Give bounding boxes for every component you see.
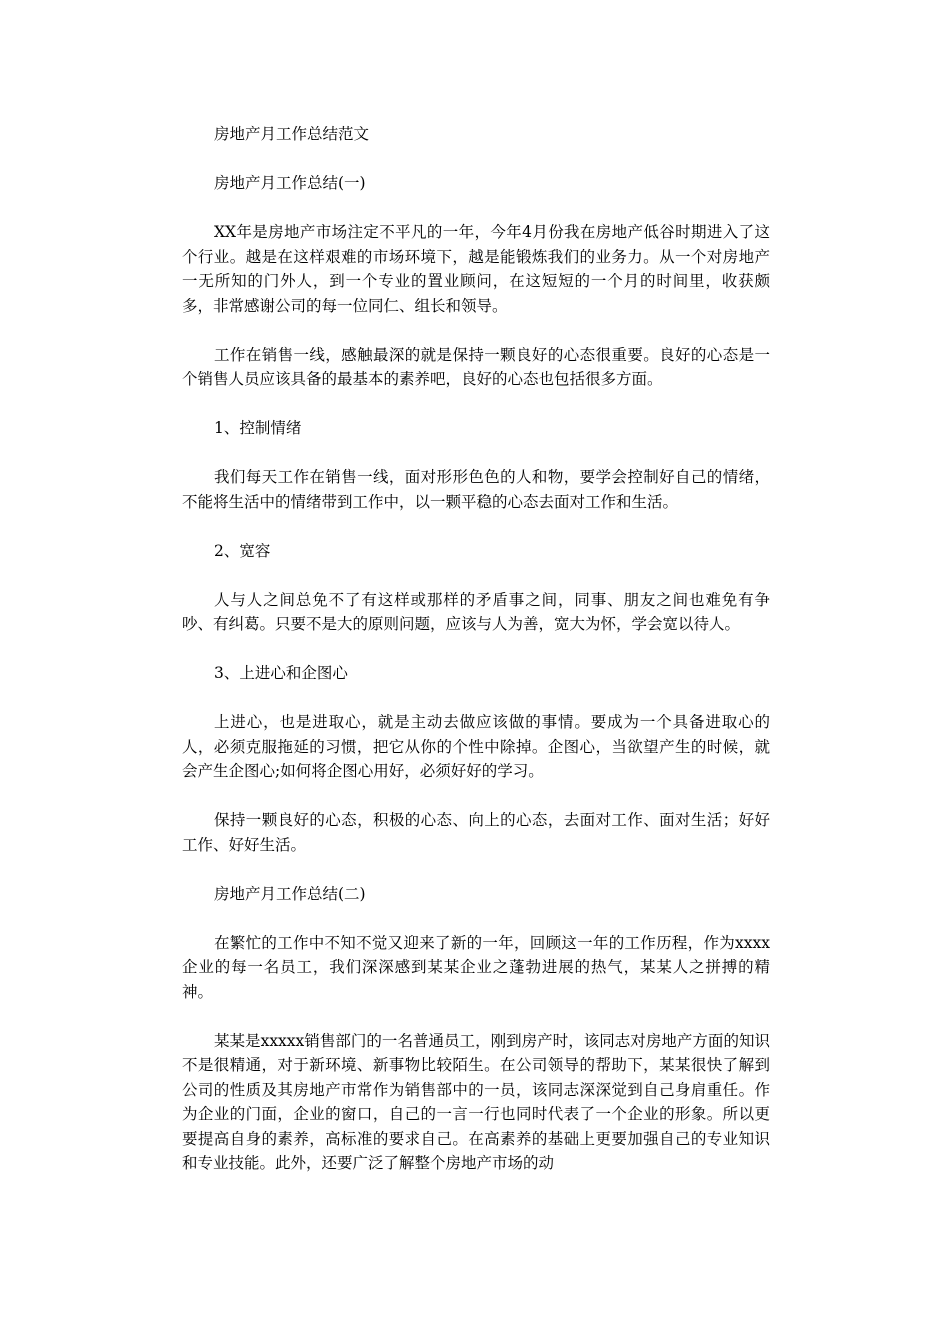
point-text-2: 人与人之间总免不了有这样或那样的矛盾事之间，同事、朋友之间也难免有争吵、有纠葛。只要不是大的原则问题，应该与人为善，宽大为怀，学会宽以待人。 bbox=[182, 590, 770, 633]
point-text-1: 我们每天工作在销售一线，面对形形色色的人和物，要学会控制好自己的情绪，不能将生活中的情绪带到工作中，以一颗平稳的心态去面对工作和生活。 bbox=[182, 468, 770, 511]
point-heading-3: 3、上进心和企图心 bbox=[214, 664, 348, 682]
document-body bbox=[182, 122, 770, 1176]
section-heading-2: 房地产月工作总结(二) bbox=[214, 884, 366, 903]
paragraph-year-review: 在繁忙的工作中不知不觉又迎来了新的一年，回顾这一年的工作历程，作为xxxx企业的每一名员工，我们深深感到某某企业之蓬勃进展的热气，某某人之拼搏的精神。 bbox=[182, 933, 770, 1001]
point-heading-2: 2、宽容 bbox=[214, 541, 271, 560]
document-title: 房地产月工作总结范文 bbox=[214, 125, 370, 143]
paragraph-attitude: 工作在销售一线，感触最深的就是保持一颗良好的心态很重要。良好的心态是一个销售人员应该具备的最基本的素养吧，良好的心态也包括很多方面。 bbox=[182, 345, 770, 388]
section-heading-1: 房地产月工作总结(一) bbox=[214, 174, 366, 192]
point-text-3: 上进心，也是进取心，就是主动去做应该做的事情。要成为一个具备进取心的人，必须克服拖延的习惯，把它从你的个性中除掉。企图心，当欲望产生的时候，就会产生企图心;如何将企图心用好，必须好好的学习。 bbox=[182, 713, 770, 780]
paragraph-intro: XX年是房地产市场注定不平凡的一年，今年4月份我在房地产低谷时期进入了这个行业。越是在这样艰难的市场环境下，越是能锻炼我们的业务力。从一个对房地产一无所知的门外人，到一个专业的置业顾问，在这短短的一个月的时间里，收获颇多，非常感谢公司的每一位同仁、组长和领导。 bbox=[182, 223, 770, 315]
paragraph-closing: 保持一颗良好的心态，积极的心态、向上的心态，去面对工作、面对生活；好好工作、好好生活。 bbox=[182, 811, 770, 854]
point-heading-1: 1、控制情绪 bbox=[214, 419, 302, 437]
paragraph-employee-profile: 某某是xxxxx销售部门的一名普通员工，刚到房产时，该同志对房地产方面的知识不是很精通，对于新环境、新事物比较陌生。在公司领导的帮助下，某某很快了解到公司的性质及其房地产市常作为销售部中的一员，该同志深深觉到自己身肩重任。作为企业的门面，企业的窗口，自己的一言一行也同时代表了一个企业的形象。所以更要提高自身的素养，高标准的要求自己。在高素养的基础上更要加强自己的专业知识和专业技能。此外，还要广泛了解整个房地产市场的动 bbox=[182, 1031, 770, 1172]
